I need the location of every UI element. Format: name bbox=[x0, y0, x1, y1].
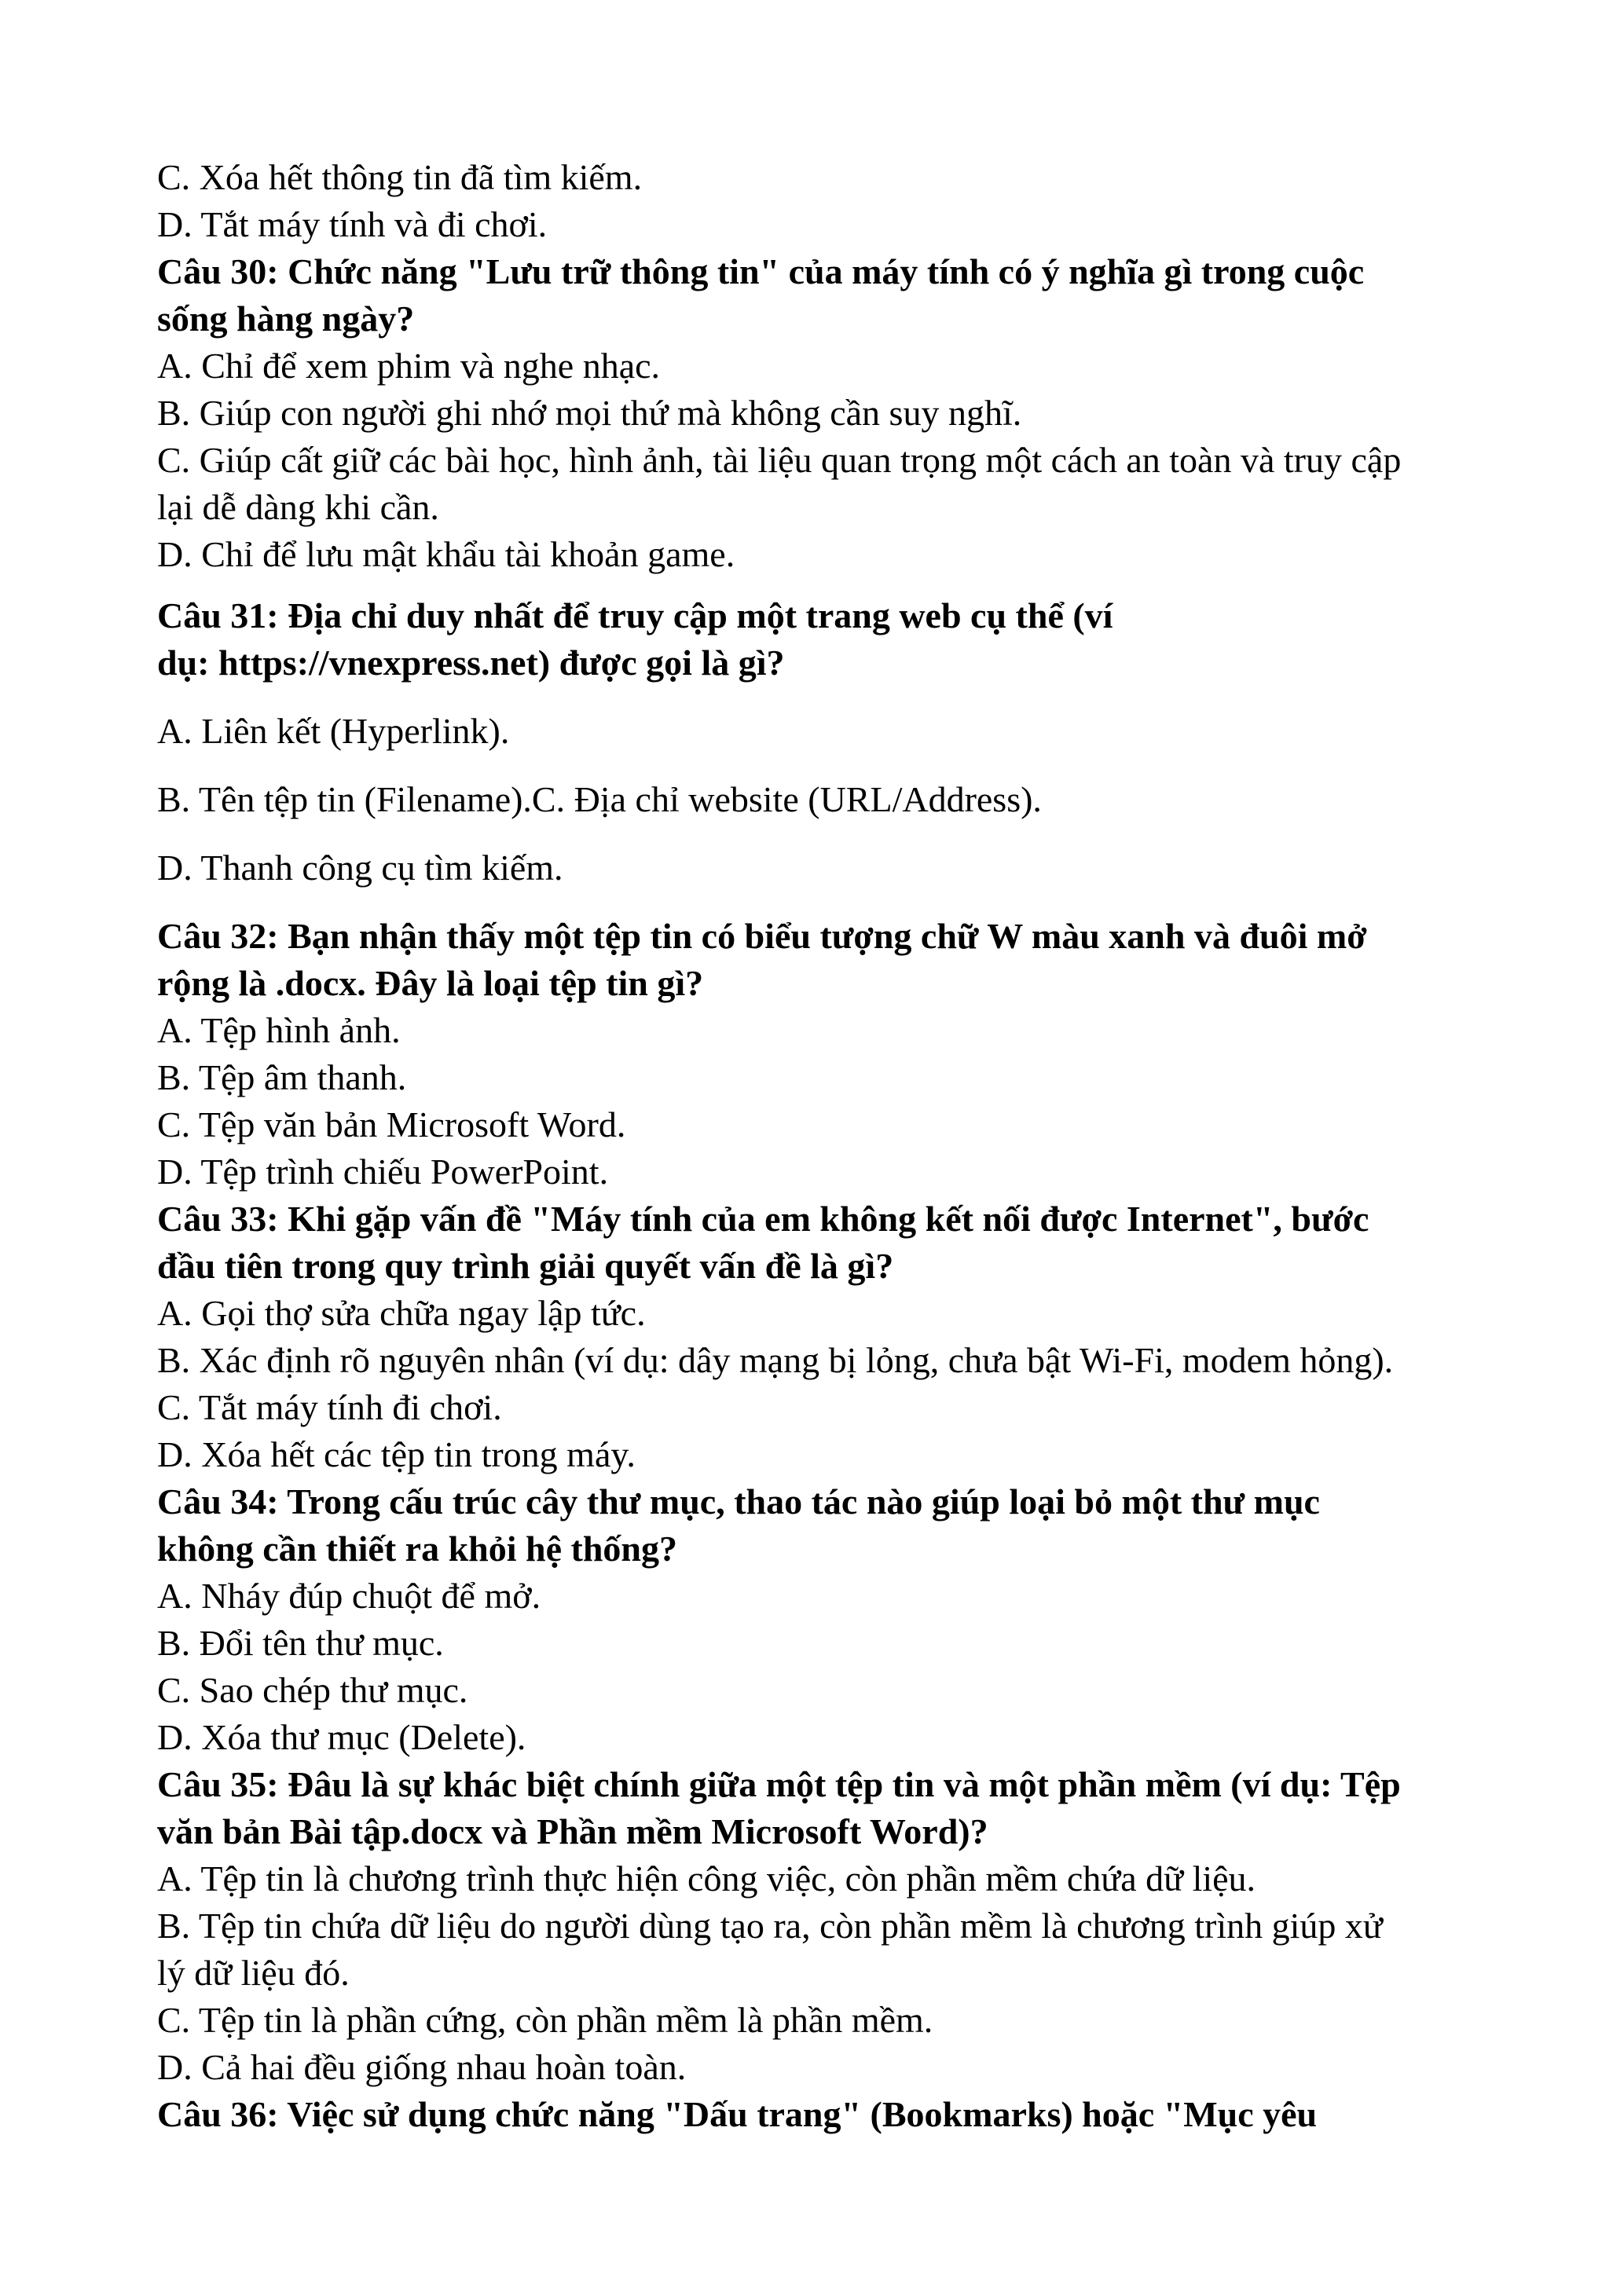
answer-option-line: C. Tắt máy tính đi chơi. bbox=[157, 1387, 502, 1427]
answer-option-line: A. Nháy đúp chuột để mở. bbox=[157, 1576, 541, 1616]
answer-option-wrap: lý dữ liệu đó. bbox=[157, 1953, 350, 1993]
answer-option-line: B. Giúp con người ghi nhớ mọi thứ mà không cần suy nghĩ. bbox=[157, 393, 1022, 433]
answer-option-line: D. Xóa hết các tệp tin trong máy. bbox=[157, 1434, 636, 1474]
answer-option-wrap: lại dễ dàng khi cần. bbox=[157, 487, 439, 527]
question-33-heading: Câu 33: Khi gặp vấn đề "Máy tính của em không kết nối được Internet", bước bbox=[157, 1199, 1369, 1239]
question-32-heading-wrap: rộng là .docx. Đây là loại tệp tin gì? bbox=[157, 963, 704, 1003]
answer-option-line: C. Tệp văn bản Microsoft Word. bbox=[157, 1104, 626, 1144]
question-34-heading: Câu 34: Trong cấu trúc cây thư mục, thao tác nào giúp loại bỏ một thư mục bbox=[157, 1481, 1320, 1522]
answer-option-line: C. Tệp tin là phần cứng, còn phần mềm là phần mềm. bbox=[157, 2000, 933, 2040]
answer-option-line: D. Cả hai đều giống nhau hoàn toàn. bbox=[157, 2047, 687, 2087]
answer-option-line: C. Giúp cất giữ các bài học, hình ảnh, tài liệu quan trọng một cách an toàn và truy cập bbox=[157, 440, 1402, 480]
answer-option-line: D. Tệp trình chiếu PowerPoint. bbox=[157, 1152, 609, 1192]
answer-option-line: D. Chỉ để lưu mật khẩu tài khoản game. bbox=[157, 534, 735, 574]
question-30-heading-wrap: sống hàng ngày? bbox=[157, 298, 415, 339]
answer-option-line: B. Tên tệp tin (Filename).C. Địa chỉ website (URL/Address). bbox=[157, 779, 1042, 819]
answer-option-line: D. Thanh công cụ tìm kiếm. bbox=[157, 848, 563, 888]
question-35-heading-wrap: văn bản Bài tập.docx và Phần mềm Microsoft Word)? bbox=[157, 1811, 988, 1851]
question-31-heading: Câu 31: Địa chỉ duy nhất để truy cập một trang web cụ thể (ví bbox=[157, 595, 1113, 635]
answer-option-line: A. Liên kết (Hyperlink). bbox=[157, 711, 510, 751]
answer-option-line: B. Xác định rõ nguyên nhân (ví dụ: dây mạng bị lỏng, chưa bật Wi-Fi, modem hỏng). bbox=[157, 1340, 1394, 1380]
answer-option-line: A. Gọi thợ sửa chữa ngay lập tức. bbox=[157, 1293, 646, 1333]
question-32-heading: Câu 32: Bạn nhận thấy một tệp tin có biểu tượng chữ W màu xanh và đuôi mở bbox=[157, 916, 1367, 956]
answer-option-line: A. Tệp tin là chương trình thực hiện công việc, còn phần mềm chứa dữ liệu. bbox=[157, 1858, 1256, 1899]
question-30-heading: Câu 30: Chức năng "Lưu trữ thông tin" của máy tính có ý nghĩa gì trong cuộc bbox=[157, 251, 1365, 291]
question-36-heading: Câu 36: Việc sử dụng chức năng "Dấu trang" (Bookmarks) hoặc "Mục yêu bbox=[157, 2094, 1318, 2134]
answer-option-line: A. Chỉ để xem phim và nghe nhạc. bbox=[157, 346, 661, 386]
answer-option-line: C. Sao chép thư mục. bbox=[157, 1670, 468, 1710]
answer-option-line: D. Tắt máy tính và đi chơi. bbox=[157, 204, 548, 244]
answer-option-line: B. Đổi tên thư mục. bbox=[157, 1623, 444, 1663]
question-33-heading-wrap: đầu tiên trong quy trình giải quyết vấn đề là gì? bbox=[157, 1246, 894, 1286]
answer-option-line: D. Xóa thư mục (Delete). bbox=[157, 1717, 526, 1757]
answer-option-line: B. Tệp âm thanh. bbox=[157, 1057, 407, 1097]
question-34-heading-wrap: không cần thiết ra khỏi hệ thống? bbox=[157, 1529, 678, 1569]
question-31-heading-wrap: dụ: https://vnexpress.net) được gọi là gì? bbox=[157, 643, 785, 683]
question-35-heading: Câu 35: Đâu là sự khác biệt chính giữa một tệp tin và một phần mềm (ví dụ: Tệp bbox=[157, 1764, 1401, 1804]
answer-option-line: A. Tệp hình ảnh. bbox=[157, 1010, 401, 1050]
answer-option-line: C. Xóa hết thông tin đã tìm kiếm. bbox=[157, 157, 643, 197]
answer-option-line: B. Tệp tin chứa dữ liệu do người dùng tạo ra, còn phần mềm là chương trình giúp xử bbox=[157, 1906, 1383, 1946]
